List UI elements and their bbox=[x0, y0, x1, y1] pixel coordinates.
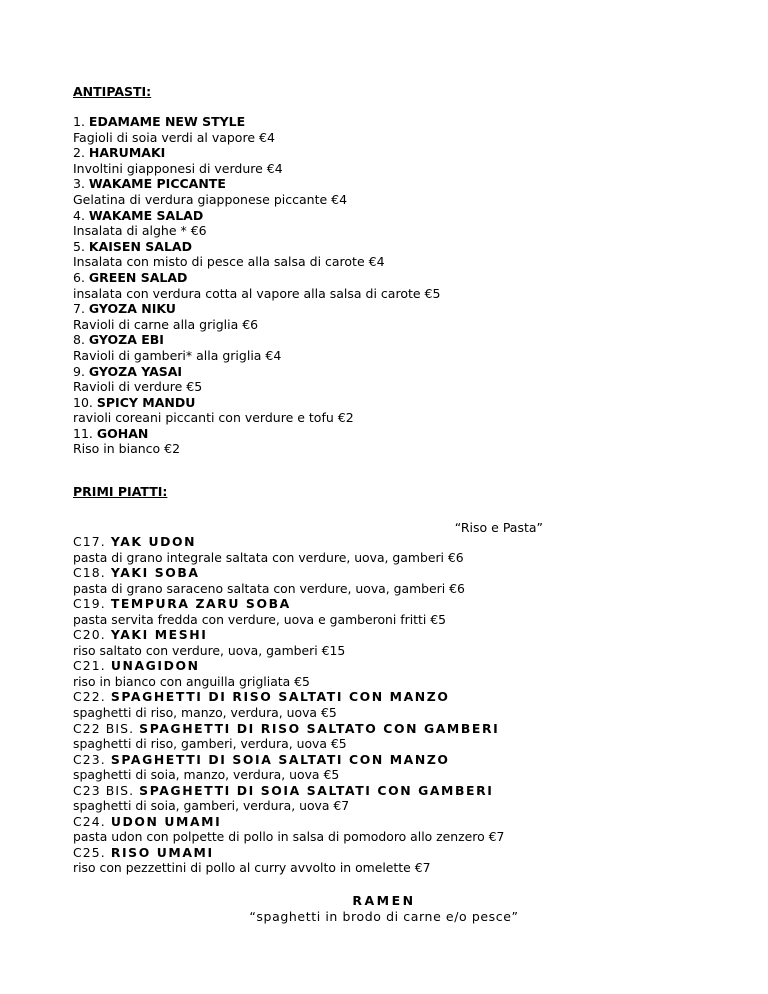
item-description: riso saltato con verdure, uova, gamberi €15 bbox=[73, 642, 346, 658]
item-description: Ravioli di carne alla griglia €6 bbox=[73, 316, 259, 332]
primi-section bbox=[73, 484, 753, 876]
item-name: GYOZA YASAI bbox=[88, 363, 183, 379]
item-description: Fagioli di soia verdi al vapore €4 bbox=[73, 129, 275, 145]
item-number: 7. bbox=[73, 301, 85, 317]
item-name: GREEN SALAD bbox=[88, 269, 188, 285]
item-name: GOHAN bbox=[96, 425, 149, 441]
menu-item-title bbox=[73, 689, 504, 705]
item-name: WAKAME SALAD bbox=[88, 207, 204, 223]
menu-item-title bbox=[73, 176, 733, 192]
item-description: riso in bianco con anguilla grigliata €5 bbox=[73, 673, 310, 689]
item-description: ravioli coreani piccanti con verdure e tofu €2 bbox=[73, 410, 354, 426]
antipasti-heading: ANTIPASTI: bbox=[73, 84, 152, 99]
ramen-title: RAMEN bbox=[352, 893, 416, 908]
menu-item-title bbox=[73, 239, 733, 255]
item-name: SPAGHETTI DI RISO SALTATO CON GAMBERI bbox=[139, 720, 500, 736]
menu-item-title bbox=[73, 145, 733, 161]
item-name: UDON UMAMI bbox=[110, 813, 222, 829]
antipasti-list bbox=[73, 114, 733, 457]
item-description: spaghetti di riso, manzo, verdura, uova €5 bbox=[73, 705, 337, 721]
item-name: TEMPURA ZARU SOBA bbox=[110, 596, 291, 612]
item-name: EDAMAME NEW STYLE bbox=[88, 114, 246, 129]
item-name: WAKAME PICCANTE bbox=[88, 176, 226, 192]
item-number: 1. bbox=[73, 114, 85, 129]
item-description: spaghetti di riso, gamberi, verdura, uova €5 bbox=[73, 736, 347, 752]
item-description: spaghetti di soia, manzo, verdura, uova €5 bbox=[73, 767, 340, 783]
item-number: 4. bbox=[73, 207, 85, 223]
item-name: KAISEN SALAD bbox=[88, 238, 192, 254]
item-number: C24. bbox=[73, 813, 106, 829]
item-number: 2. bbox=[73, 145, 85, 161]
menu-item-title bbox=[73, 395, 733, 411]
item-description: pasta di grano integrale saltata con verdure, uova, gamberi €6 bbox=[73, 549, 464, 565]
item-name: RISO UMAMI bbox=[110, 844, 214, 860]
menu-item-title bbox=[73, 752, 504, 768]
menu-item-title bbox=[73, 114, 733, 130]
item-number: C21. bbox=[73, 658, 106, 674]
item-name: SPAGHETTI DI SOIA SALTATI CON MANZO bbox=[110, 751, 450, 767]
menu-item-title bbox=[73, 301, 733, 317]
item-description: Ravioli di gamberi* alla griglia €4 bbox=[73, 347, 282, 363]
menu-item-title bbox=[73, 332, 733, 348]
menu-item-title bbox=[73, 596, 504, 612]
item-number: C22. bbox=[73, 689, 106, 705]
item-description: Involtini giapponesi di verdure €4 bbox=[73, 160, 283, 176]
item-number: C17. bbox=[73, 534, 106, 549]
item-description: Insalata di alghe * €6 bbox=[73, 223, 207, 239]
item-name: GYOZA EBI bbox=[88, 332, 164, 348]
item-description: pasta servita fredda con verdure, uova e gamberoni fritti €5 bbox=[73, 611, 447, 627]
item-description: Gelatina di verdura giapponese piccante €4 bbox=[73, 191, 348, 207]
menu-item-title bbox=[73, 364, 733, 380]
item-description: Riso in bianco €2 bbox=[73, 441, 181, 457]
item-number: C25. bbox=[73, 844, 106, 860]
item-description: insalata con verdura cotta al vapore alla salsa di carote €5 bbox=[73, 285, 441, 301]
item-number: C23 BIS. bbox=[73, 782, 135, 798]
item-name: YAKI MESHI bbox=[110, 627, 208, 643]
ramen-section bbox=[0, 893, 768, 925]
item-name: GYOZA NIKU bbox=[88, 301, 176, 317]
item-name: UNAGIDON bbox=[110, 658, 200, 674]
ramen-subtitle: “spaghetti in brodo di carne e/o pesce” bbox=[249, 909, 519, 924]
item-number: 6. bbox=[73, 269, 85, 285]
item-name: SPICY MANDU bbox=[96, 394, 196, 410]
item-description: Insalata con misto di pesce alla salsa di carote €4 bbox=[73, 254, 385, 270]
primi-subtitle: “Riso e Pasta” bbox=[454, 520, 543, 535]
item-number: 10. bbox=[73, 394, 93, 410]
menu-item-title bbox=[73, 721, 504, 737]
menu-item-title bbox=[73, 814, 504, 830]
item-name: YAK UDON bbox=[110, 534, 197, 549]
primi-heading: PRIMI PIATTI: bbox=[73, 484, 168, 499]
item-number: C19. bbox=[73, 596, 106, 612]
item-description: riso con pezzettini di pollo al curry avvolto in omelette €7 bbox=[73, 860, 431, 876]
item-name: HARUMAKI bbox=[88, 145, 166, 161]
item-number: C18. bbox=[73, 565, 106, 581]
menu-item-title bbox=[73, 565, 504, 581]
menu-item-title bbox=[73, 208, 733, 224]
item-number: 8. bbox=[73, 332, 85, 348]
antipasti-section bbox=[73, 84, 733, 457]
item-description: Ravioli di verdure €5 bbox=[73, 379, 203, 395]
menu-item-title bbox=[73, 627, 504, 643]
menu-item-title bbox=[73, 534, 504, 550]
item-number: C20. bbox=[73, 627, 106, 643]
item-name: YAKI SOBA bbox=[110, 565, 200, 581]
item-description: pasta di grano saraceno saltata con verdure, uova, gamberi €6 bbox=[73, 580, 465, 596]
menu-item-title bbox=[73, 783, 504, 799]
menu-item-title bbox=[73, 658, 504, 674]
menu-item-title bbox=[73, 845, 504, 861]
item-number: C22 BIS. bbox=[73, 720, 135, 736]
item-name: SPAGHETTI DI RISO SALTATI CON MANZO bbox=[110, 689, 450, 705]
item-number: 3. bbox=[73, 176, 85, 192]
item-number: 11. bbox=[73, 425, 93, 441]
item-number: 9. bbox=[73, 363, 85, 379]
item-description: spaghetti di soia, gamberi, verdura, uova €7 bbox=[73, 798, 350, 814]
item-description: pasta udon con polpette di pollo in salsa di pomodoro allo zenzero €7 bbox=[73, 829, 505, 845]
item-number: 5. bbox=[73, 238, 85, 254]
menu-item-title bbox=[73, 426, 733, 442]
item-name: SPAGHETTI DI SOIA SALTATI CON GAMBERI bbox=[139, 782, 494, 798]
item-number: C23. bbox=[73, 751, 106, 767]
menu-item-title bbox=[73, 270, 733, 286]
primi-list bbox=[73, 534, 504, 876]
